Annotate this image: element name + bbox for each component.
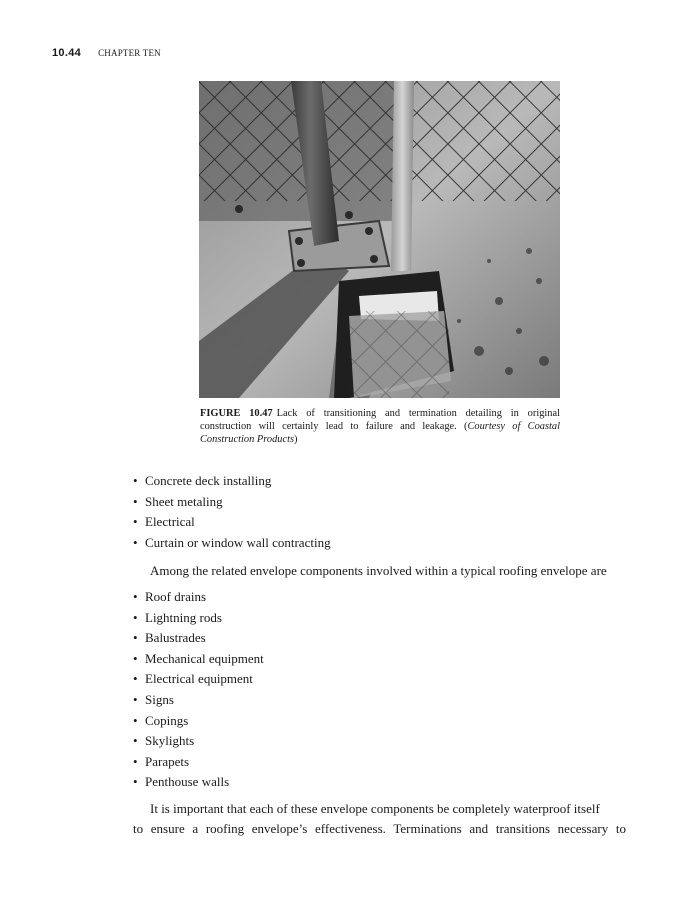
chapter-title: CHAPTER TEN bbox=[98, 48, 161, 58]
list-item: • Curtain or window wall contracting bbox=[133, 533, 331, 554]
list-item: • Balustrades bbox=[133, 628, 264, 649]
figure-label: FIGURE 10.47 bbox=[200, 408, 273, 419]
closing-paragraph-line2: to ensure a roofing envelope’s effectiveness. Terminations and transitions necessary to bbox=[133, 821, 626, 836]
page-number: 10.44 bbox=[52, 47, 82, 59]
figure-caption-text: Lack of transitioning and termination detailing in original construction will certainly lead to failure and leakage. ( bbox=[200, 408, 561, 432]
figure-credit: Courtesy of Coastal Construction Products bbox=[200, 421, 560, 445]
list-item: • Roof drains bbox=[133, 587, 264, 608]
list-item: • Copings bbox=[133, 711, 264, 732]
list-item: • Electrical equipment bbox=[133, 669, 264, 690]
figure-photo-image bbox=[199, 81, 560, 398]
figure-caption bbox=[200, 407, 560, 446]
list-item: • Concrete deck installing bbox=[133, 471, 331, 492]
list-item: • Mechanical equipment bbox=[133, 649, 264, 670]
list-item: • Parapets bbox=[133, 752, 264, 773]
list-item: • Skylights bbox=[133, 731, 264, 752]
list-item: • Signs bbox=[133, 690, 264, 711]
list-item: • Lightning rods bbox=[133, 608, 264, 629]
closing-paragraph-line1: It is important that each of these envelope components be completely waterproof itself bbox=[150, 801, 600, 816]
figure-caption-end: ) bbox=[294, 434, 298, 445]
list-item: • Electrical bbox=[133, 512, 331, 533]
figure-photo bbox=[199, 81, 560, 398]
list-item: • Penthouse walls bbox=[133, 772, 264, 793]
page-header bbox=[52, 47, 161, 59]
intro-paragraph: Among the related envelope components involved within a typical roofing envelope are bbox=[150, 563, 607, 578]
components-list bbox=[133, 587, 264, 793]
list-item: • Sheet metaling bbox=[133, 492, 331, 513]
contractor-list bbox=[133, 471, 331, 553]
